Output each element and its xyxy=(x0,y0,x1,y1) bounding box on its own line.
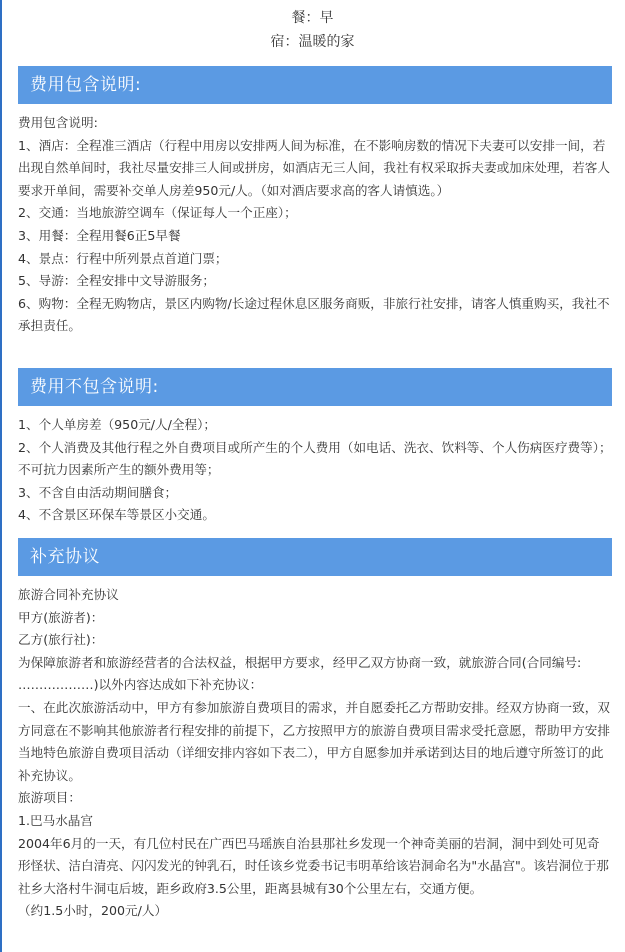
paragraph: 为保障旅游者和旅游经营者的合法权益，根据甲方要求，经甲乙双方协商一致，就旅游合同(合同编号: ………………)以外内容达成如下补充协议： xyxy=(18,654,582,693)
section-header-fee-excluded: 费用不包含说明: xyxy=(18,368,612,406)
paragraph: 乙方(旅行社)： xyxy=(18,632,104,648)
paragraph: 旅游合同补充协议 xyxy=(18,587,119,602)
paragraph: 2、交通：当地旅游空调车（保证每人一个正座）； xyxy=(18,205,297,221)
section-body-fee-excluded xyxy=(18,406,612,527)
paragraph: 甲方(旅游者)： xyxy=(18,609,104,625)
paragraph: 费用包含说明: xyxy=(18,115,98,130)
accommodation-info: 宿：温暖的家 xyxy=(270,34,355,50)
meal-info: 餐：早 xyxy=(291,10,334,26)
section-fee-included xyxy=(18,66,612,338)
paragraph: 5、导游：全程安排中文导游服务； xyxy=(18,273,215,289)
paragraph: 1、个人单房差（950元/人/全程）； xyxy=(18,417,216,432)
section-header-supplement: 补充协议 xyxy=(18,538,612,576)
paragraph: 3、用餐：全程用餐6正5早餐 xyxy=(18,227,181,243)
paragraph: （约1.5小时，200元/人） xyxy=(18,903,168,919)
section-supplement xyxy=(18,538,612,923)
section-body-fee-included xyxy=(18,104,612,338)
paragraph: 4、景点：行程中所列景点首道门票； xyxy=(18,250,228,266)
paragraph: 2、个人消费及其他行程之外自费项目或所产生的个人费用（如电话、洗衣、饮料等、个人伤病医疗费等）；不可抗力因素所产生的额外费用等； xyxy=(18,439,612,478)
paragraph: 2004年6月的一天，有几位村民在广西巴马瑶族自治县那社乡发现一个神奇美丽的岩洞，洞中到处可见奇形怪状、洁白清亮、闪闪发光的钟乳石，时任该乡党委书记韦明革给该岩洞命名为"水晶宫"。该岩洞位于那社乡大洛村牛洞屯后坡，距乡政府3.5公里，距离县城有30个公里左右，交通方便。 xyxy=(18,835,609,896)
paragraph: 1.巴马水晶宫 xyxy=(18,812,93,828)
paragraph: 3、不含自由活动期间膳食； xyxy=(18,484,178,500)
left-border xyxy=(0,0,2,952)
paragraph: 4、不含景区环保车等景区小交通。 xyxy=(18,507,215,523)
paragraph: 6、购物：全程无购物店，景区内购物/长途过程休息区服务商贩，非旅行社安排，请客人慎重购买，我社不承担责任。 xyxy=(18,295,610,334)
section-fee-excluded xyxy=(18,368,612,527)
itinerary-summary xyxy=(0,0,625,54)
paragraph: 1、酒店：全程准三酒店（行程中用房以安排两人间为标准，在不影响房数的情况下夫妻可以安排一间，若出现自然单间时，我社尽量安排三人间或拼房，如酒店无三人间，我社有权采取拆夫妻或加床处理，若客人要求开单间，需要补交单人房差950元/人。（如对酒店要求高的客人请慎选。） xyxy=(18,137,610,198)
paragraph: 旅游项目： xyxy=(18,790,81,806)
section-header-fee-included: 费用包含说明: xyxy=(18,66,612,104)
section-body-supplement xyxy=(18,576,612,923)
paragraph: 一、在此次旅游活动中，甲方有参加旅游自费项目的需求，并自愿委托乙方帮助安排。经双方协商一致，双方同意在不影响其他旅游者行程安排的前提下，乙方按照甲方的旅游自费项目需求受托意愿，帮助甲方安排当地特色旅游自费项目活动（详细安排内容如下表二），甲方自愿参加并承诺到达目的地后遵守所签订的此补充协议。 xyxy=(18,699,610,783)
